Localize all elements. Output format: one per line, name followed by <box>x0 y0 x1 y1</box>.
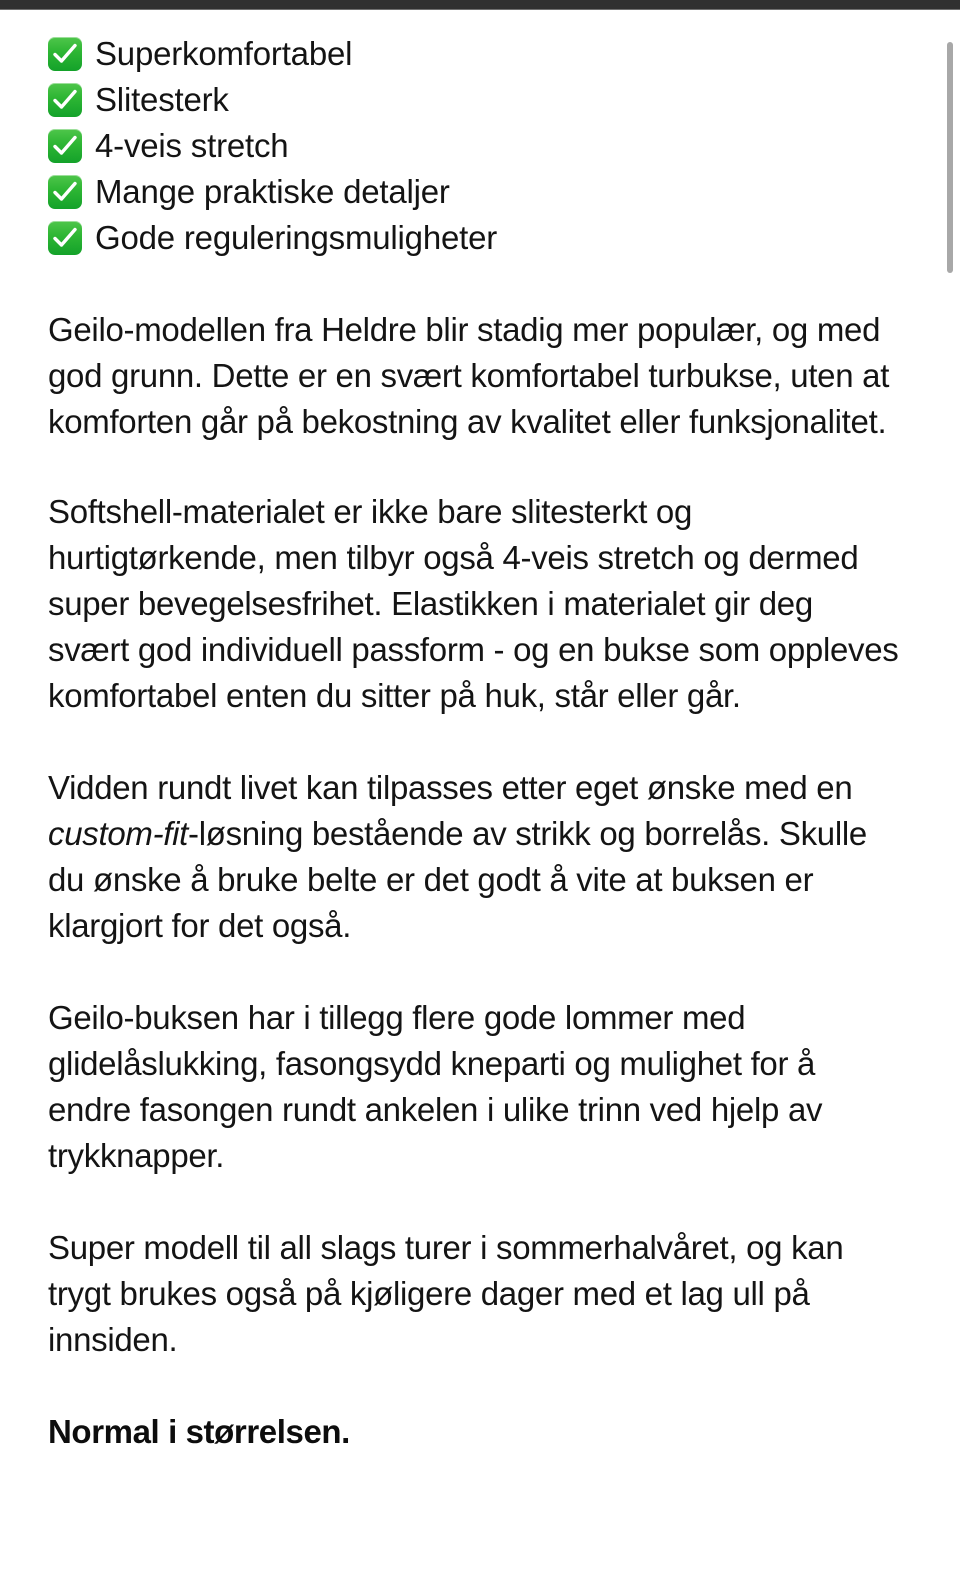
feature-label: 4-veis stretch <box>95 127 289 164</box>
feature-label: Mange praktiske detaljer <box>95 173 450 210</box>
description-paragraph: Softshell-materialet er ikke bare slitesterkt og hurtigtørkende, men tilbyr også 4-veis stretch og dermed super bevegelsesfrihet. Elastikken i materialet gir deg svært god individuell passform - og en bukse som oppleves komfortabel enten du sitter på huk, står eller går. <box>48 493 899 714</box>
size-note: Normal i størrelsen. <box>48 1413 350 1450</box>
content-inner-wrapper <box>0 11 936 1455</box>
description-paragraph: Super modell til all slags turer i sommerhalvåret, og kan trygt brukes også på kjøligere dager med et lag ull på innsiden. <box>48 1229 844 1358</box>
list-item <box>48 77 896 123</box>
description-paragraph <box>48 765 900 949</box>
paragraph-text-before-italic: Vidden rundt livet kan tilpasses etter eget ønske med en <box>48 769 853 806</box>
feature-label: Gode reguleringsmuligheter <box>95 219 498 256</box>
feature-checklist <box>48 31 896 261</box>
white-check-mark-emoji-icon <box>48 175 82 209</box>
page-scrollbar[interactable] <box>936 11 960 1584</box>
white-check-mark-emoji-icon <box>48 37 82 71</box>
browser-top-chrome-bar <box>0 0 960 10</box>
list-item <box>48 215 896 261</box>
custom-fit-emphasis: custom-fit <box>48 815 189 852</box>
white-check-mark-emoji-icon <box>48 83 82 117</box>
page-content-area <box>0 11 936 1584</box>
feature-label: Slitesterk <box>95 81 229 118</box>
feature-label: Superkomfortabel <box>95 35 353 72</box>
paragraph-text-after-italic: -løsning bestående av strikk og borrelås. Skulle du ønske å bruke belte er det godt å vite at buksen er klargjort for det også. <box>48 815 867 944</box>
white-check-mark-emoji-icon <box>48 129 82 163</box>
list-item <box>48 31 896 77</box>
list-item <box>48 169 896 215</box>
white-check-mark-emoji-icon <box>48 221 82 255</box>
description-paragraph: Geilo-modellen fra Heldre blir stadig mer populær, og med god grunn. Dette er en svært komfortabel turbukse, uten at komforten går på bekostning av kvalitet eller funksjonalitet. <box>48 311 890 440</box>
list-item <box>48 123 896 169</box>
scrollbar-thumb[interactable] <box>947 42 953 273</box>
description-paragraph: Geilo-buksen har i tillegg flere gode lommer med glidelåslukking, fasongsydd kneparti og mulighet for å endre fasongen rundt ankelen i ulike trinn ved hjelp av trykknapper. <box>48 999 823 1174</box>
